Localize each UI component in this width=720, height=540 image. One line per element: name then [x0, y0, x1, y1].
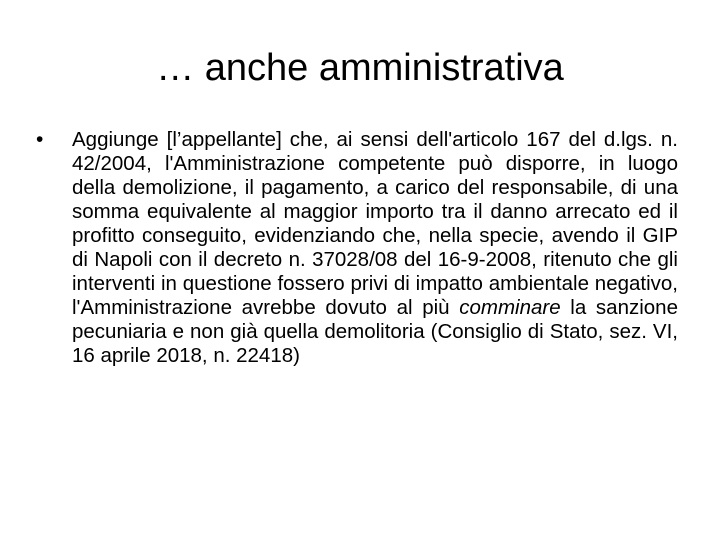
- bullet-text-emphasis: comminare: [459, 296, 561, 319]
- slide-title: … anche amministrativa: [156, 47, 564, 89]
- bullet-text-after: la sanzione pecuniaria e non già quella demolitoria (Consiglio di Stato, sez. VI, 16 aprile 2018, n. 22418): [72, 296, 678, 367]
- bullet-item: [36, 128, 678, 368]
- bullet-marker: •: [36, 128, 44, 151]
- bullet-text: [72, 128, 678, 368]
- bullet-text-before: Aggiunge [l’appellante] che, ai sensi dell'articolo 167 del d.lgs. n. 42/2004, l'Amministrazione competente può disporre, in luogo della demolizione, il pagamento, a carico del responsabile, di una somma equivalente al maggior importo tra il danno arrecato ed il profitto conseguito, evidenziando che, nella specie, avendo il GIP di Napoli con il decreto n. 37028/08 del 16-9-2008, ritenuto che gli interventi in questione fossero privi di impatto ambientale negativo, l'Amministrazione avrebbe dovuto al più: [72, 128, 678, 319]
- slide-content: [36, 128, 678, 368]
